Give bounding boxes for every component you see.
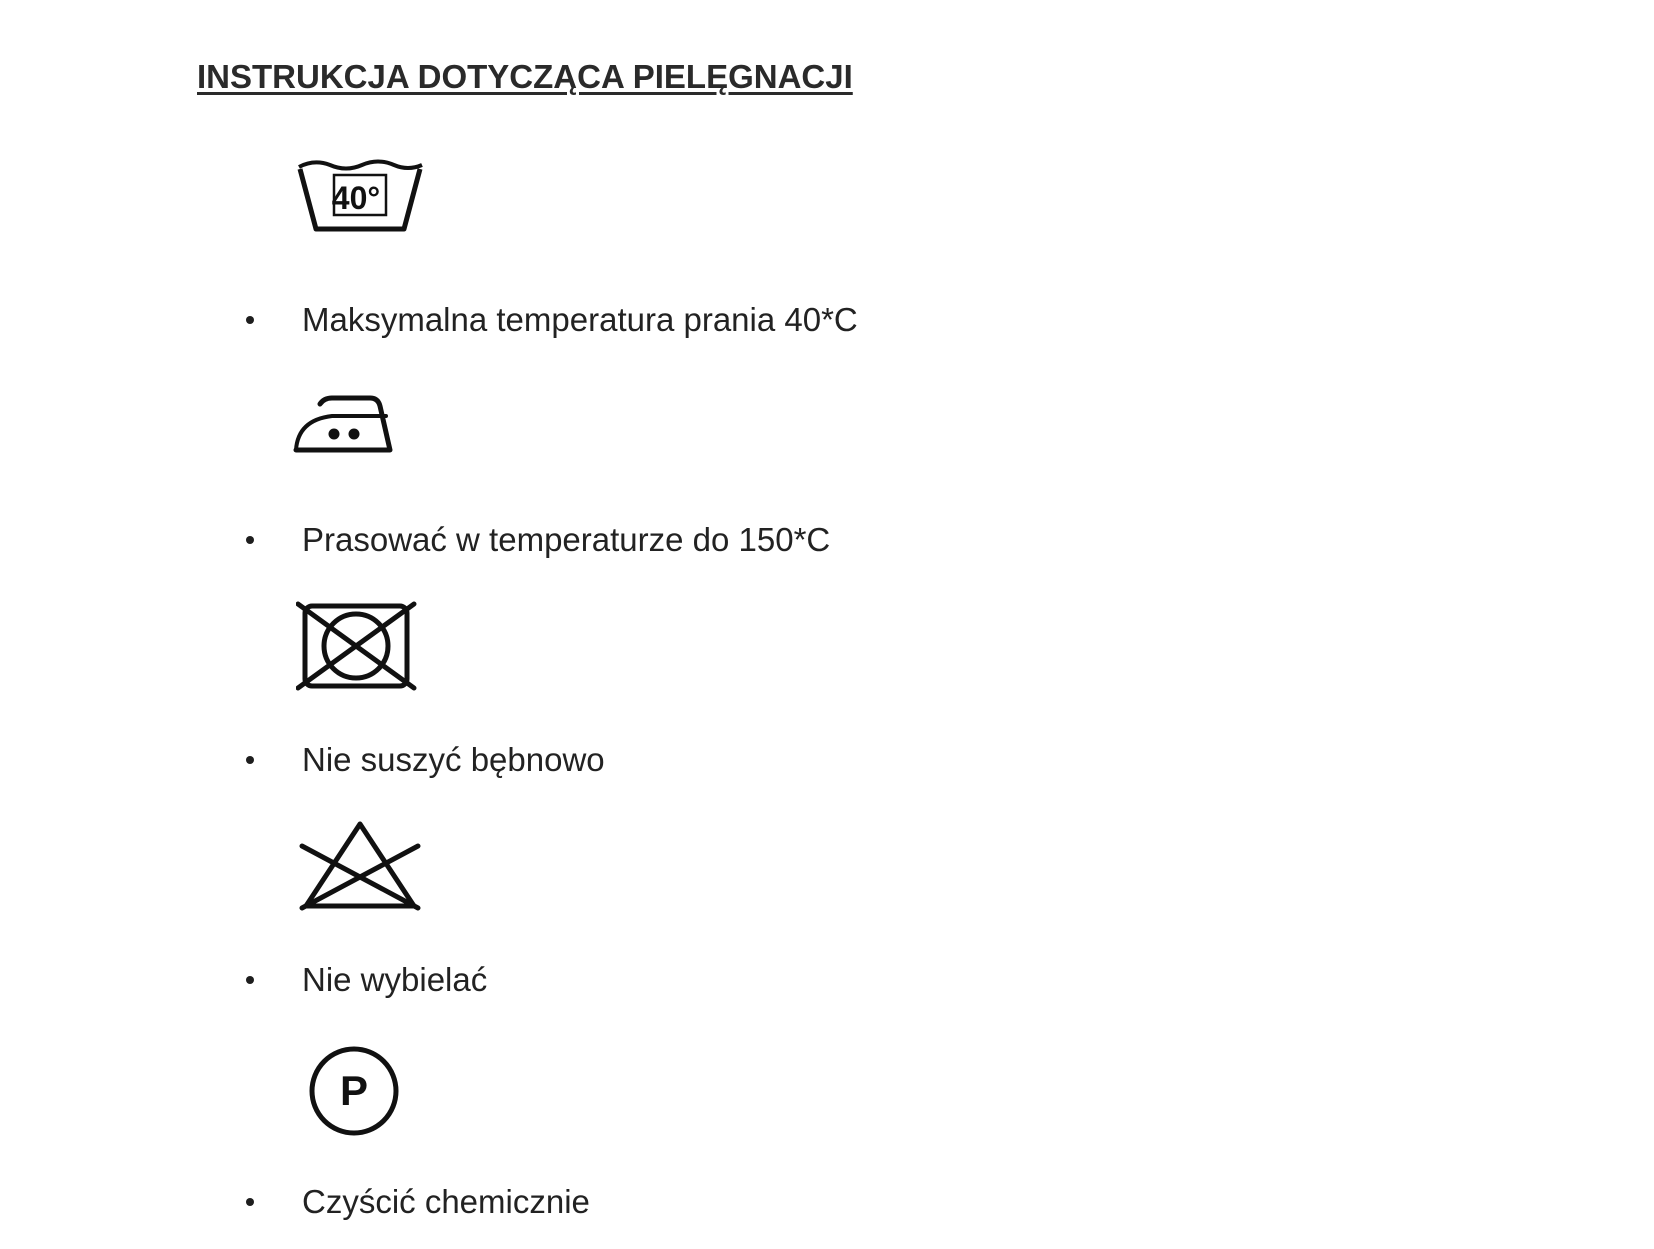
dry-clean-p-icon (306, 1043, 402, 1139)
dry-clean-letter: P (339, 1067, 369, 1114)
care-label-dry-clean: Czyścić chemicznie (302, 1183, 590, 1220)
bullet (246, 1198, 254, 1206)
page-title: INSTRUKCJA DOTYCZĄCA PIELĘGNACJI (197, 58, 853, 95)
iron-two-dots-icon (292, 392, 397, 457)
care-label-iron: Prasować w temperaturze do 150*C (302, 521, 831, 558)
list-item (246, 1182, 590, 1222)
care-label-wash: Maksymalna temperatura prania 40*C (302, 301, 858, 338)
bullet (246, 316, 254, 324)
care-label-bleach: Nie wybielać (302, 961, 488, 998)
bullet (246, 536, 254, 544)
list-item (246, 960, 487, 1000)
care-label-dry: Nie suszyć bębnowo (302, 741, 605, 778)
list-item (246, 300, 858, 340)
do-not-bleach-icon (298, 820, 423, 912)
do-not-tumble-dry-icon (296, 600, 418, 692)
list-item (246, 740, 605, 780)
wash-40-icon (296, 155, 426, 235)
bullet (246, 976, 254, 984)
wash-temperature-label: 40° (331, 180, 381, 216)
list-item (246, 520, 830, 560)
bullet (246, 756, 254, 764)
